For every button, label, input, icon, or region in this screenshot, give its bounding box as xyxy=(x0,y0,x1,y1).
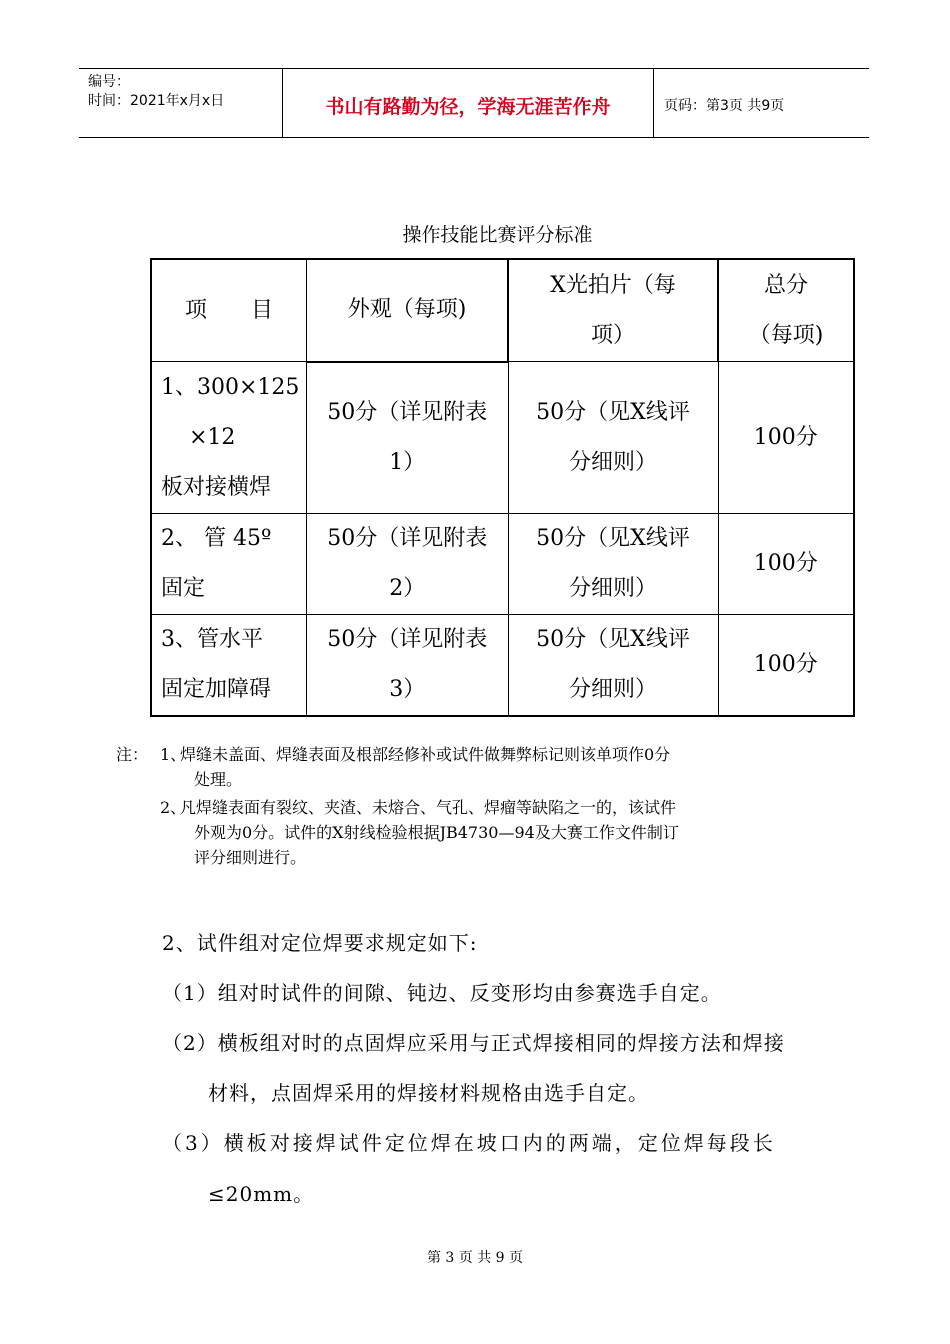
document-date: 时间：2021年x月x日 xyxy=(88,93,225,109)
row3-appearance: 50分（详见附表 3） xyxy=(307,615,509,717)
page-footer: 第 3 页 共 9 页 xyxy=(426,1250,524,1266)
document-number-label: 编号： xyxy=(88,74,130,90)
table-row xyxy=(151,615,854,717)
row3-total: 100分 xyxy=(718,615,854,717)
header-page-number: 页码：第3页 共9页 xyxy=(664,98,785,114)
paragraph-item-3-line1: （3）横板对接焊试件定位焊在坡口内的两端，定位焊每段长 xyxy=(162,1131,776,1155)
page-header xyxy=(79,68,869,138)
paragraph-2-heading: 2、试件组对定位焊要求规定如下: xyxy=(162,931,478,955)
row3-item: 3、管水平 固定加障碍 xyxy=(151,615,307,717)
header-total: 总分 （每项) xyxy=(718,259,854,362)
paragraph-item-3-line2: ≤20mm。 xyxy=(208,1182,315,1206)
header-motto: 书山有路勤为径，学海无涯苦作舟 xyxy=(282,69,654,137)
row1-appearance: 50分（详见附表 1） xyxy=(307,362,509,514)
row2-xray: 50分（见X线评 分细则） xyxy=(508,514,718,615)
header-item: 项 目 xyxy=(151,259,307,362)
row2-total: 100分 xyxy=(718,514,854,615)
paragraph-item-2-line2: 材料，点固焊采用的焊接材料规格由选手自定。 xyxy=(208,1081,649,1105)
table-notes xyxy=(116,742,846,870)
table-row xyxy=(151,514,854,615)
row1-item: 1、300×125 ×12 板对接横焊 xyxy=(151,362,307,514)
table-row xyxy=(151,362,854,514)
header-appearance: 外观（每项) xyxy=(307,259,509,362)
note-item: 2、 凡焊缝表面有裂纹、夹渣、未熔合、气孔、焊瘤等缺陷之一的，该试件 外观为0分。试件的X射线检验根据JB4730—94及大赛工作文件制订 评分细则进行。 xyxy=(160,798,679,867)
note-item: 注： 1、 焊缝未盖面、焊缝表面及根部经修补或试件做舞弊标记则该单项作0分 处理。 xyxy=(116,742,846,792)
header-meta xyxy=(79,69,282,137)
table-header-row xyxy=(151,259,854,362)
note-label: 注： xyxy=(116,745,149,764)
row1-total: 100分 xyxy=(718,362,854,514)
header-xray: X光拍片（每 项） xyxy=(508,259,718,362)
scoring-table xyxy=(150,258,855,717)
row1-xray: 50分（见X线评 分细则） xyxy=(508,362,718,514)
paragraph-item-2-line1: （2）横板组对时的点固焊应采用与正式焊接相同的焊接方法和焊接 xyxy=(162,1031,785,1055)
row2-appearance: 50分（详见附表 2） xyxy=(307,514,509,615)
row2-item: 2、 管 45º 固定 xyxy=(151,514,307,615)
paragraph-item-1: （1）组对时试件的间隙、钝边、反变形均由参赛选手自定。 xyxy=(162,981,722,1005)
row3-xray: 50分（见X线评 分细则） xyxy=(508,615,718,717)
section-title: 操作技能比赛评分标准 xyxy=(402,224,593,246)
